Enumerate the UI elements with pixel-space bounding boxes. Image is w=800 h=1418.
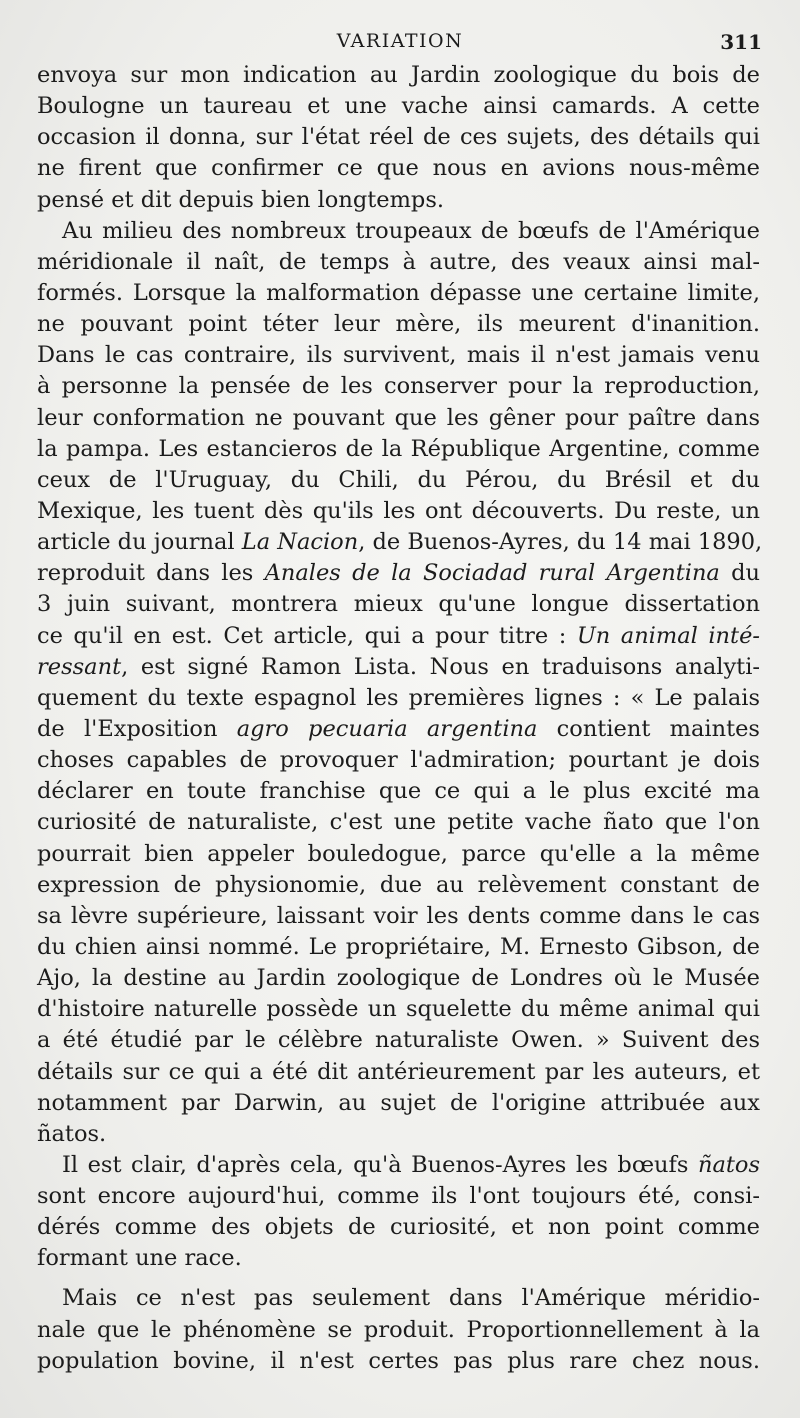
text-line: Ajo, la destine au Jardin zoologique de Londres où le Musée [37,965,760,992]
text-line: ñatos. [37,1120,107,1147]
text-line: à personne la pensée de les conserver pour la reproduction, [37,373,760,400]
text-line: notamment par Darwin, au sujet de l'origine attribuée aux [37,1089,760,1116]
text-line: méridionale il naît, de temps à autre, des veaux ainsi mal- [37,248,760,275]
text-line: pourrait bien appeler bouledogue, parce qu'elle a la même [37,840,760,867]
running-head [0,30,800,60]
text-line: Boulogne un taureau et une vache ainsi camards. A cette [37,93,760,120]
text-line: quement du texte espagnol les premières lignes : « Le palais [37,684,760,711]
article-title: ressant [37,653,122,680]
text-line: du chien ainsi nommé. Le propriétaire, M. Ernesto Gibson, de [37,933,760,960]
text-line: Mais ce n'est pas seulement dans l'Amérique méridio- [62,1285,760,1312]
text-line: d'histoire naturelle possède un squelette du même animal qui [37,996,760,1023]
text-line: Mexique, les tuent dès qu'ils les ont découverts. Du reste, un [37,497,760,524]
text-line: 3 juin suivant, montrera mieux qu'une longue dissertation [37,591,760,618]
text-line [37,527,763,558]
text-line [37,652,760,683]
text-line: curiosité de naturaliste, c'est une petite vache ñato que l'on [37,809,760,836]
text-line: déclarer en toute franchise que ce qui a le plus excité ma [37,778,760,805]
emphasized-word: ñatos [697,1151,760,1178]
body-text [37,60,763,1377]
text-line: a été étudié par le célèbre naturaliste Owen. » Suivent des [37,1027,760,1054]
text-line: sa lèvre supérieure, laissant voir les dents comme dans le cas [37,902,760,929]
text-line: leur conformation ne pouvant que les gêner pour paître dans [37,404,760,431]
text-run: , est signé Ramon Lista. Nous en traduisons analyti- [121,653,760,680]
text-run: contient maintes [537,715,760,742]
page-number: 311 [720,30,762,54]
text-line: envoya sur mon indication au Jardin zoologique du bois de [37,62,760,88]
chapter-title: VARIATION [336,30,464,52]
text-line: formés. Lorsque la malformation dépasse une certaine limite, [37,279,760,306]
text-line: formant une race. [37,1245,242,1272]
exhibition-name: agro pecuaria argentina [236,715,538,742]
paragraph-gap [37,1274,760,1283]
text-line: la pampa. Les estancieros de la République Argentine, comme [37,435,760,462]
text-line [37,558,760,589]
text-line: détails sur ce qui a été dit antérieurement par les auteurs, et [37,1058,760,1085]
text-line: pensé et dit depuis bien longtemps. [37,186,445,213]
newspaper-title: La Nacion [241,529,359,556]
text-line [37,714,760,745]
text-line: choses capables de provoquer l'admiration; pourtant je dois [37,747,760,774]
journal-title: Anales de la Sociadad rural Argentina [264,560,720,587]
text-run: , de Buenos-Ayres, du 14 mai 1890, [358,529,763,556]
text-line: expression de physionomie, due au relèvement constant de [37,871,760,898]
text-line: population bovine, il n'est certes pas plus rare chez nous. [37,1347,760,1374]
text-line: Dans le cas contraire, ils survivent, mais il n'est jamais venu [37,342,760,369]
text-run: reproduit dans les [37,560,265,587]
text-run: de l'Exposition [37,715,237,742]
text-line: ceux de l'Uruguay, du Chili, du Pérou, du Brésil et du [37,466,760,493]
text-line [37,1150,760,1181]
text-line: ne pouvant point téter leur mère, ils meurent d'inanition. [37,311,760,338]
text-run: ce qu'il en est. Cet article, qui a pour titre : [37,622,577,649]
text-line: sont encore aujourd'hui, comme ils l'ont toujours été, consi- [37,1183,760,1210]
text-line [37,621,760,652]
text-run: Il est clair, d'après cela, qu'à Buenos-Ayres les bœufs [62,1151,698,1178]
text-run: article du journal [37,529,242,556]
article-title: Un animal inté- [576,622,760,649]
text-line: nale que le phénomène se produit. Proportionnellement à la [37,1316,760,1343]
text-line: ne firent que confirmer ce que nous en avions nous-même [37,155,760,182]
text-line: dérés comme des objets de curiosité, et non point comme [37,1214,760,1241]
text-line: Au milieu des nombreux troupeaux de bœufs de l'Amérique [62,217,760,244]
text-run: du [719,560,761,587]
text-line: occasion il donna, sur l'état réel de ces sujets, des détails qui [37,124,760,151]
